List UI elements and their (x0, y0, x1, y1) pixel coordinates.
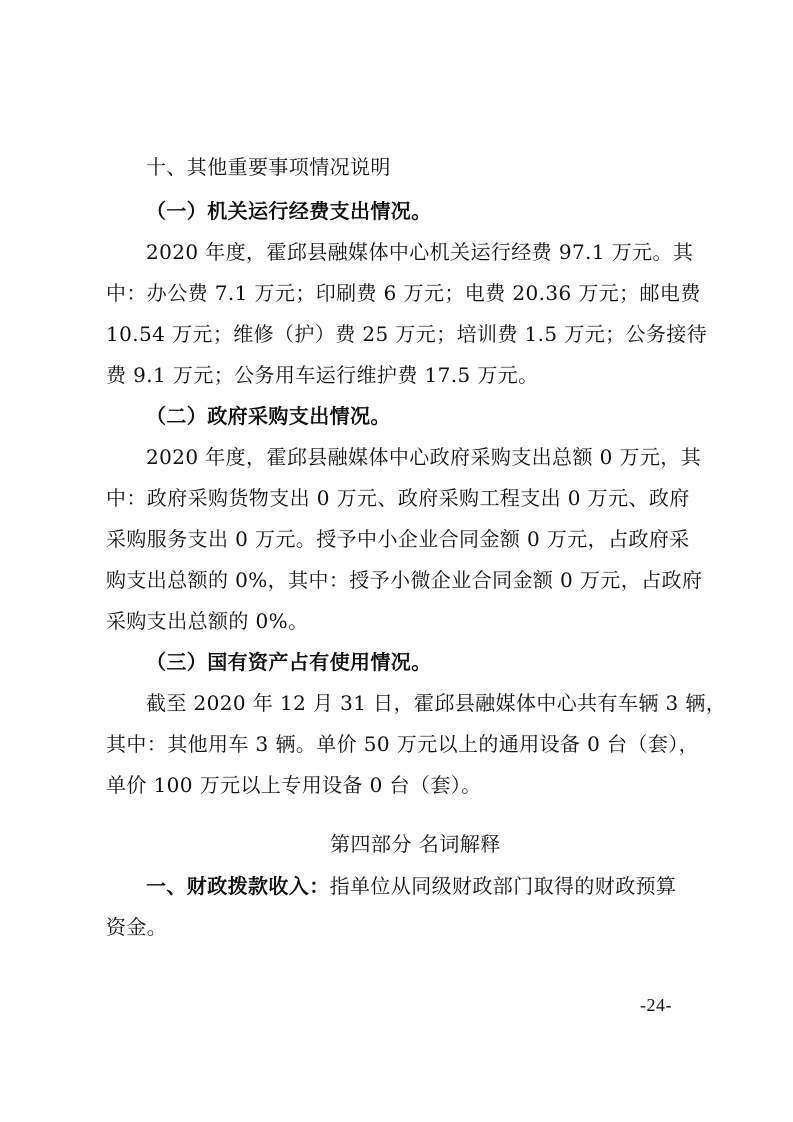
paragraph-line: 采购服务支出 0 万元。授予中小企业合同金额 0 万元，占政府采 (106, 527, 690, 551)
paragraph-line: 10.54 万元；维修（护）费 25 万元；培训费 1.5 万元；公务接待 (106, 322, 708, 346)
paragraph-line: 购支出总额的 0%，其中：授予小微企业合同金额 0 万元，占政府 (106, 568, 703, 592)
paragraph-line: 2020 年度，霍邱县融媒体中心政府采购支出总额 0 万元，其 (146, 445, 702, 469)
subsection-heading-2: （二）政府采购支出情况。 (146, 404, 391, 428)
term-definition: 指单位从同级财政部门取得的财政预算 (329, 874, 677, 898)
section-heading: 十、其他重要事项情况说明 (146, 155, 391, 179)
part-title: 第四部分 名词解释 (330, 832, 501, 856)
paragraph-line: 中：办公费 7.1 万元；印刷费 6 万元；电费 20.36 万元；邮电费 (106, 281, 701, 305)
term-label: 一、财政拨款收入： (146, 874, 330, 898)
paragraph-line: 采购支出总额的 0%。 (106, 609, 309, 633)
paragraph-line: 2020 年度，霍邱县融媒体中心机关运行经费 97.1 万元。其 (146, 240, 694, 264)
term-definition-continuation: 资金。 (106, 915, 168, 939)
paragraph-line: 中：政府采购货物支出 0 万元、政府采购工程支出 0 万元、政府 (106, 486, 690, 510)
paragraph-line: 费 9.1 万元；公务用车运行维护费 17.5 万元。 (106, 363, 539, 387)
subsection-heading-3: （三）国有资产占有使用情况。 (146, 650, 432, 674)
paragraph-line: 截至 2020 年 12 月 31 日，霍邱县融媒体中心共有车辆 3 辆， (146, 691, 727, 715)
page-number: -24- (640, 995, 672, 1015)
subsection-heading-1: （一）机关运行经费支出情况。 (146, 199, 432, 223)
term-definition-line (146, 872, 676, 900)
paragraph-line: 其中：其他用车 3 辆。单价 50 万元以上的通用设备 0 台（套）， (106, 732, 700, 756)
paragraph-line: 单价 100 万元以上专用设备 0 台（套）。 (106, 773, 482, 797)
